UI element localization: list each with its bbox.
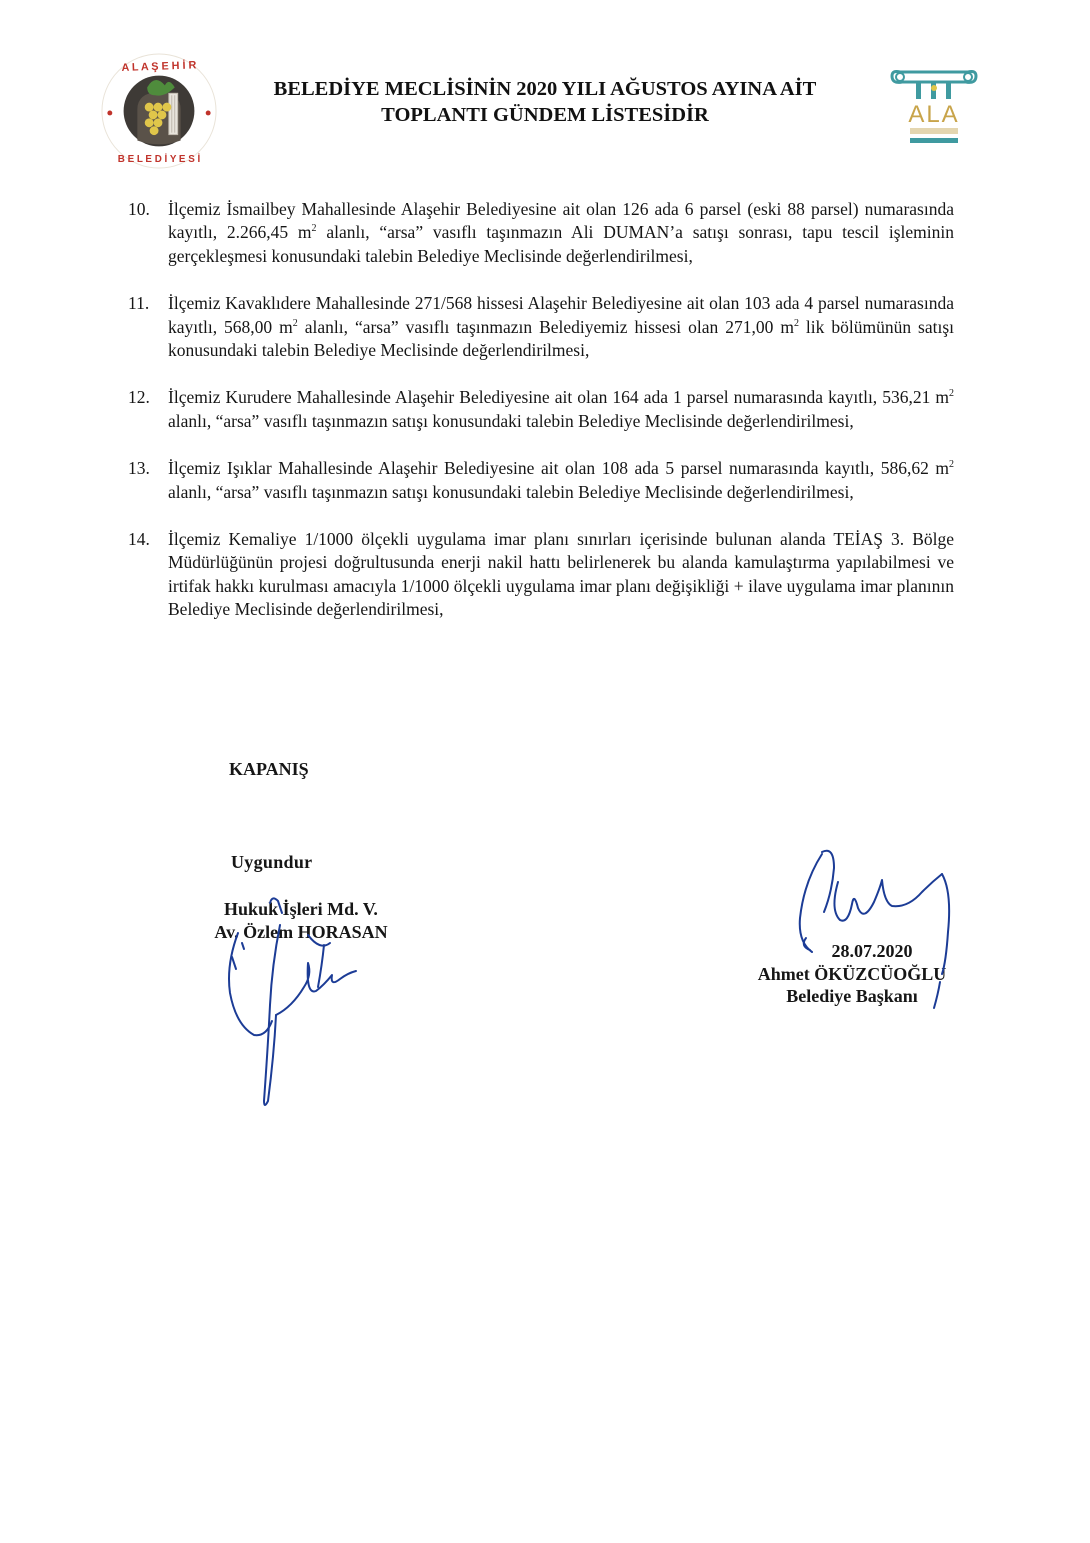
title-line-2: TOPLANTI GÜNDEM LİSTESİDİR bbox=[381, 104, 709, 126]
left-signatory-block bbox=[196, 898, 406, 944]
right-signatory-block bbox=[738, 940, 966, 1008]
agenda-item-text: İlçemiz İsmailbey Mahallesinde Alaşehir Belediyesine ait olan 126 ada 6 parsel (eski 88 parsel) numarasında kayıtlı, 2.266,45 $m^2$ alanlı, “arsa” vasıflı taşınmazın Ali DUMAN’a satışı sonrası, tapu tescil işleminin gerçekleşmesi konusundaki talebin Belediye Meclisinde değerlendirilmesi, bbox=[168, 199, 955, 266]
agenda-item-text: İlçemiz Kavaklıdere Mahallesinde 271/568 hissesi Alaşehir Belediyesine ait olan 103 ada 4 parsel numarasında kayıtlı, 568,00 $m^2$ alanlı, “arsa” vasıflı taşınmazın Belediyemiz hissesi olan 271,00 $m^2$ lik bölümünün satışı konusundaki talebin Belediye Meclisinde değerlendirilmesi, bbox=[168, 293, 955, 361]
left-signatory-name: Av. Özlem HORASAN bbox=[214, 922, 388, 942]
agenda-item-number: 13. bbox=[128, 458, 150, 479]
left-signatory-title: Hukuk İşleri Md. V. bbox=[224, 899, 378, 919]
agenda-item-text: İlçemiz Işıklar Mahallesinde Alaşehir Belediyesine ait olan 108 ada 5 parsel numarasında kayıtlı, 586,62 $m^2$ alanlı, “arsa” vasıflı taşınmazın satışı konusundaki talebin Belediye Meclisinde değerlendirilmesi, bbox=[168, 458, 954, 502]
closing-heading: KAPANIŞ bbox=[229, 759, 309, 779]
agenda-list bbox=[128, 198, 954, 646]
svg-text:A L A Ş E H İ R: A L A Ş E H İ R bbox=[121, 59, 197, 75]
agenda-item bbox=[128, 457, 954, 504]
agenda-item bbox=[128, 198, 954, 268]
agenda-item-number: 10. bbox=[128, 199, 150, 219]
approval-label: Uygundur bbox=[231, 852, 313, 872]
right-logo-text: ALA bbox=[908, 101, 960, 128]
document-title bbox=[210, 76, 880, 128]
agenda-item-text: İlçemiz Kemaliye 1/1000 ölçekli uygulama imar planı sınırları içerisinde bulunan alanda TEİAŞ 3. Bölge Müdürlüğünün projesi doğrultusunda enerji nakil hattı belirlenerek bu alanda kamulaştırma yapılabilmesi ve irtifak hakkı kurulması amacıyla 1/1000 ölçekli uygulama imar planı değişikliği + ilave uygulama imar planının Belediye Meclisinde değerlendirilmesi, bbox=[168, 529, 954, 620]
title-line-1: BELEDİYE MECLİSİNİN 2020 YILI AĞUSTOS AYINA AİT bbox=[273, 78, 817, 100]
right-signatory-title: Belediye Başkanı bbox=[786, 986, 918, 1006]
alasehir-belediyesi-seal-logo bbox=[100, 52, 218, 170]
ala-column-logo bbox=[886, 68, 982, 150]
right-signatory-name: Ahmet ÖKÜZCÜOĞLU bbox=[757, 963, 947, 984]
svg-text:B E L E D İ Y E S İ: B E L E D İ Y E S İ bbox=[117, 154, 201, 166]
agenda-item-number: 12. bbox=[128, 387, 150, 408]
agenda-item-number: 11. bbox=[128, 293, 150, 314]
signature-date: 28.07.2020 bbox=[831, 941, 913, 961]
agenda-item-number: 14. bbox=[128, 529, 150, 550]
agenda-item bbox=[128, 528, 954, 622]
agenda-item-text: İlçemiz Kurudere Mahallesinde Alaşehir Belediyesine ait olan 164 ada 1 parsel numarasında kayıtlı, 536,21 $m^2$ alanlı, “arsa” vasıflı taşınmazın satışı konusundaki talebin Belediye Meclisinde değerlendirilmesi, bbox=[168, 387, 954, 431]
agenda-item bbox=[128, 386, 954, 433]
agenda-item bbox=[128, 292, 954, 362]
